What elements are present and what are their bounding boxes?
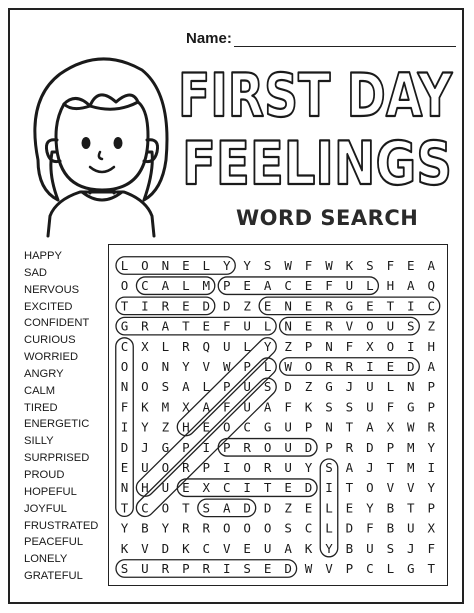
grid-letter: Y bbox=[427, 439, 436, 455]
word-list-item: GRATEFUL bbox=[24, 570, 83, 583]
title-graphic bbox=[174, 58, 459, 196]
grid-letter: D bbox=[161, 540, 170, 556]
grid-letter: U bbox=[284, 460, 292, 475]
grid-letter: X bbox=[386, 419, 395, 435]
grid-letter: J bbox=[366, 460, 374, 475]
grid-letter: U bbox=[141, 460, 149, 475]
grid-letter: E bbox=[386, 359, 395, 374]
word-list-item: JOYFUL bbox=[24, 502, 67, 515]
grid-letter: P bbox=[345, 561, 354, 576]
grid-letter: S bbox=[325, 460, 333, 475]
grid-letter: I bbox=[202, 439, 211, 455]
grid-letter: F bbox=[304, 258, 313, 273]
grid-letter: T bbox=[427, 561, 436, 576]
grid-letters bbox=[121, 258, 436, 576]
grid-letter: L bbox=[182, 278, 190, 294]
grid-letter: U bbox=[243, 379, 251, 395]
grid-letter: R bbox=[325, 318, 333, 334]
grid-letter: T bbox=[386, 298, 395, 314]
grid-letter: V bbox=[386, 480, 395, 496]
grid-letter: C bbox=[141, 500, 149, 516]
grid-letter: I bbox=[407, 338, 415, 354]
grid-letter: R bbox=[325, 359, 333, 374]
grid-letter: T bbox=[182, 318, 190, 334]
grid-letter: U bbox=[366, 399, 374, 415]
grid-letter: L bbox=[202, 379, 211, 395]
grid-letter: S bbox=[120, 561, 129, 576]
grid-letter: Y bbox=[222, 258, 231, 273]
title-line-1: FIRST DAY bbox=[178, 61, 454, 131]
grid-letter: Y bbox=[141, 419, 149, 435]
word-list-item: PROUD bbox=[24, 468, 65, 481]
grid-letter: Y bbox=[366, 500, 374, 516]
grid-letter: K bbox=[182, 540, 190, 556]
grid-letter: I bbox=[243, 480, 251, 496]
grid-letter: R bbox=[182, 520, 190, 536]
name-line[interactable] bbox=[234, 32, 456, 47]
grid-letter: P bbox=[427, 500, 436, 516]
word-list-item: SILLY bbox=[24, 435, 54, 448]
grid-letter: H bbox=[182, 419, 190, 435]
grid-letter: C bbox=[222, 480, 231, 496]
grid-letter: A bbox=[202, 399, 211, 415]
word-list-item: LONELY bbox=[24, 553, 68, 566]
grid-letter: F bbox=[325, 278, 333, 294]
grid-letter: L bbox=[386, 561, 395, 576]
grid-letter: P bbox=[325, 439, 333, 455]
grid-letter: P bbox=[386, 439, 395, 455]
grid-letter: A bbox=[263, 278, 272, 294]
grid-letter: Y bbox=[161, 520, 170, 536]
grid-letter: E bbox=[182, 258, 190, 273]
grid-letter: W bbox=[325, 258, 333, 273]
title-line-2: FEELINGS bbox=[182, 129, 452, 196]
word-circle-lonely bbox=[116, 257, 235, 275]
grid-letter: E bbox=[202, 318, 211, 334]
word-list-item: NERVOUS bbox=[24, 283, 80, 296]
grid-letter: P bbox=[182, 561, 190, 576]
grid-letter: Y bbox=[263, 338, 272, 354]
grid-letter: E bbox=[243, 540, 251, 556]
grid-letter: E bbox=[202, 419, 211, 435]
grid-letter: A bbox=[222, 500, 231, 516]
grid-letter: Q bbox=[427, 278, 436, 294]
grid-letter: Y bbox=[427, 480, 436, 496]
subtitle: WORD SEARCH bbox=[236, 206, 419, 230]
grid-letter: I bbox=[366, 359, 374, 374]
grid-letter: O bbox=[120, 278, 129, 294]
grid-letter: N bbox=[161, 258, 170, 273]
word-list-item: PEACEFUL bbox=[24, 536, 84, 549]
word-list bbox=[24, 248, 98, 585]
word-list-item: SURPRISED bbox=[24, 452, 90, 465]
name-field[interactable] bbox=[186, 30, 456, 47]
grid-letter: C bbox=[284, 278, 292, 294]
grid-letter: A bbox=[161, 318, 170, 334]
grid-letter: V bbox=[407, 480, 415, 496]
grid-letter: I bbox=[222, 561, 231, 576]
grid-letter: T bbox=[263, 480, 272, 496]
grid-letter: L bbox=[325, 520, 333, 536]
grid-letter: T bbox=[386, 460, 395, 475]
grid-letter: U bbox=[243, 399, 251, 415]
grid-letter: E bbox=[304, 278, 313, 294]
grid-letter: G bbox=[161, 439, 170, 455]
grid-letter: G bbox=[407, 561, 415, 576]
word-list-item: HAPPY bbox=[24, 250, 62, 262]
grid-letter: Z bbox=[243, 298, 251, 314]
grid-letter: H bbox=[141, 480, 149, 496]
word-list-item: FRUSTRATED bbox=[24, 519, 99, 532]
grid-letter: I bbox=[427, 460, 436, 475]
grid-letter: M bbox=[407, 439, 415, 455]
grid-letter: J bbox=[345, 379, 354, 395]
grid-letter: D bbox=[304, 439, 313, 455]
girl-illustration bbox=[20, 40, 180, 240]
grid-letter: I bbox=[325, 480, 333, 496]
grid-letter: O bbox=[120, 359, 129, 374]
grid-letter: T bbox=[345, 419, 354, 435]
grid-letter: A bbox=[263, 399, 272, 415]
grid-letter: K bbox=[304, 399, 313, 415]
grid-letter: W bbox=[284, 258, 292, 273]
word-list-item: SAD bbox=[24, 266, 48, 279]
grid-letter: P bbox=[222, 379, 231, 395]
grid-letter: R bbox=[345, 359, 354, 374]
word-circle-peaceful bbox=[218, 277, 378, 295]
grid-letter: M bbox=[202, 278, 211, 294]
grid-letter: C bbox=[427, 298, 436, 314]
grid-letter: L bbox=[366, 278, 374, 294]
grid-letter: C bbox=[120, 338, 129, 354]
grid-letter: U bbox=[366, 540, 374, 556]
grid-letter: S bbox=[407, 318, 415, 334]
grid-letter: Y bbox=[243, 258, 251, 273]
grid-letter: G bbox=[325, 379, 333, 395]
grid-letter: O bbox=[366, 480, 374, 496]
grid-letter: V bbox=[345, 318, 354, 334]
name-label: Name: bbox=[186, 30, 232, 47]
grid-letter: L bbox=[263, 318, 272, 334]
grid-letter: O bbox=[304, 359, 313, 374]
grid-letter: E bbox=[304, 318, 313, 334]
grid-letter: U bbox=[222, 338, 231, 354]
grid-letter: B bbox=[141, 520, 149, 536]
grid-letter: S bbox=[325, 399, 333, 415]
grid-letter: L bbox=[263, 359, 272, 374]
grid-letter: O bbox=[386, 338, 395, 354]
word-list-item: CONFIDENT bbox=[24, 317, 90, 330]
grid-letter: X bbox=[366, 338, 374, 354]
grid-letter: B bbox=[386, 500, 395, 516]
grid-letter: P bbox=[182, 439, 190, 455]
grid-letter: V bbox=[202, 359, 211, 374]
grid-letter: Y bbox=[304, 460, 313, 475]
grid-letter: R bbox=[263, 460, 272, 475]
word-list-item: CALM bbox=[24, 384, 56, 397]
grid-letter: N bbox=[284, 318, 292, 334]
grid-letter: W bbox=[304, 561, 313, 576]
grid-letter: O bbox=[243, 460, 251, 475]
grid-letter: F bbox=[222, 399, 231, 415]
grid-letter: T bbox=[407, 500, 415, 516]
grid-letter: D bbox=[284, 379, 292, 395]
grid-letter: S bbox=[345, 399, 354, 415]
grid-letter: F bbox=[386, 258, 395, 273]
grid-letter: V bbox=[222, 540, 231, 556]
grid-letter: U bbox=[366, 379, 374, 395]
grid-letter: R bbox=[161, 298, 170, 314]
grid-letter: E bbox=[182, 480, 190, 496]
grid-letter: P bbox=[222, 278, 231, 294]
grid-letter: U bbox=[345, 278, 354, 294]
grid-letter: D bbox=[407, 359, 415, 374]
grid-letter: E bbox=[284, 480, 292, 496]
grid-letter: S bbox=[263, 258, 272, 273]
word-list-item: TIRED bbox=[24, 401, 58, 414]
grid-letter: U bbox=[284, 439, 292, 455]
puzzle-grid bbox=[108, 244, 448, 586]
word-list-item: ENERGETIC bbox=[24, 418, 90, 431]
grid-letter: N bbox=[284, 298, 292, 314]
grid-letter: O bbox=[263, 520, 272, 536]
grid-letter: C bbox=[141, 278, 149, 294]
grid-letter: K bbox=[141, 399, 149, 415]
grid-letter: A bbox=[284, 540, 292, 556]
grid-letter: S bbox=[243, 561, 251, 576]
grid-letter: U bbox=[386, 318, 395, 334]
grid-letter: N bbox=[120, 379, 129, 395]
grid-letter: F bbox=[284, 399, 292, 415]
grid-letter: I bbox=[222, 460, 231, 475]
grid-letter: T bbox=[345, 480, 354, 496]
grid-letter: H bbox=[427, 338, 436, 354]
grid-letter: K bbox=[345, 258, 354, 273]
grid-letter: I bbox=[407, 298, 415, 314]
grid-letter: P bbox=[427, 399, 436, 415]
grid-letter: D bbox=[243, 500, 251, 516]
grid-letter: O bbox=[141, 379, 149, 395]
grid-letter: P bbox=[304, 419, 313, 435]
grid-letter: E bbox=[304, 500, 313, 516]
grid-letter: P bbox=[202, 460, 211, 475]
grid-letter: W bbox=[222, 359, 231, 374]
grid-letter: K bbox=[120, 540, 129, 556]
grid-letter: V bbox=[325, 561, 333, 576]
grid-letter: E bbox=[407, 258, 415, 273]
grid-letter: P bbox=[304, 338, 313, 354]
grid-letter: O bbox=[366, 318, 374, 334]
grid-letter: J bbox=[141, 439, 149, 455]
grid-letter: S bbox=[263, 379, 272, 395]
grid-letter: Y bbox=[182, 359, 190, 374]
grid-letter: A bbox=[427, 258, 436, 273]
grid-letter: I bbox=[120, 419, 129, 435]
grid-letter: F bbox=[345, 338, 354, 354]
grid-letter: Z bbox=[427, 318, 436, 334]
grid-letter: C bbox=[243, 419, 251, 435]
grid-letter: A bbox=[161, 278, 170, 294]
grid-letter: F bbox=[366, 520, 374, 536]
grid-letter: E bbox=[263, 561, 272, 576]
grid-letter: Y bbox=[120, 520, 129, 536]
word-list-item: WORRIED bbox=[24, 351, 79, 364]
grid-letter: R bbox=[427, 419, 436, 435]
grid-letter: G bbox=[120, 318, 129, 334]
grid-letter: Z bbox=[161, 419, 170, 435]
grid-letter: U bbox=[243, 318, 251, 334]
word-list-item: ANGRY bbox=[24, 367, 64, 380]
grid-letter: B bbox=[386, 520, 395, 536]
grid-letter: R bbox=[141, 318, 149, 334]
grid-letter: L bbox=[325, 500, 333, 516]
grid-letter: F bbox=[120, 399, 129, 415]
grid-letter: U bbox=[284, 419, 292, 435]
grid-letter: C bbox=[366, 561, 374, 576]
grid-letter: D bbox=[284, 561, 292, 576]
grid-letter: S bbox=[386, 540, 395, 556]
grid-letter: R bbox=[182, 460, 190, 475]
grid-letter: D bbox=[345, 520, 354, 536]
grid-letter: D bbox=[263, 500, 272, 516]
grid-letter: N bbox=[325, 338, 333, 354]
grid-letter: W bbox=[284, 359, 292, 374]
grid-letter: X bbox=[182, 399, 190, 415]
grid-letter: N bbox=[407, 379, 415, 395]
grid-letter: O bbox=[161, 500, 170, 516]
grid-letter: A bbox=[427, 359, 436, 374]
word-list-item: CURIOUS bbox=[24, 334, 76, 347]
grid-letter: L bbox=[202, 258, 211, 273]
grid-letter: S bbox=[161, 379, 170, 395]
grid-letter: G bbox=[263, 419, 272, 435]
grid-letter: A bbox=[182, 379, 190, 395]
grid-letter: E bbox=[120, 460, 129, 475]
grid-letter: O bbox=[243, 520, 251, 536]
grid-letter: R bbox=[182, 338, 190, 354]
grid-letter: E bbox=[366, 298, 374, 314]
grid-letter: V bbox=[141, 540, 149, 556]
grid-letter: L bbox=[120, 258, 129, 273]
grid-letter: R bbox=[325, 298, 333, 314]
grid-letter: Q bbox=[202, 338, 211, 354]
grid-letter: L bbox=[386, 379, 395, 395]
grid-letter: R bbox=[161, 561, 170, 576]
grid-letter: I bbox=[141, 298, 149, 314]
grid-letter: D bbox=[222, 298, 231, 314]
grid-letter: U bbox=[141, 561, 149, 576]
grid-letter: C bbox=[202, 540, 211, 556]
grid-letter: M bbox=[161, 399, 170, 415]
grid-letter: D bbox=[366, 439, 374, 455]
grid-letter: M bbox=[407, 460, 415, 475]
grid-letter: G bbox=[345, 298, 354, 314]
grid-letter: E bbox=[304, 298, 313, 314]
grid-letter: U bbox=[263, 540, 272, 556]
grid-letter: N bbox=[325, 419, 333, 435]
grid-letter: H bbox=[386, 278, 395, 294]
grid-letter: E bbox=[182, 298, 190, 314]
grid-letter: Z bbox=[284, 338, 292, 354]
grid-letter: R bbox=[345, 439, 354, 455]
grid-letter: O bbox=[263, 439, 272, 455]
word-list-item: HOPEFUL bbox=[24, 485, 77, 498]
grid-letter: Z bbox=[284, 500, 292, 516]
grid-letter: L bbox=[161, 338, 170, 354]
grid-letter: S bbox=[202, 500, 211, 516]
grid-letter: A bbox=[345, 460, 354, 475]
grid-letter: B bbox=[345, 540, 354, 556]
grid-letter: O bbox=[141, 258, 149, 273]
grid-letter: D bbox=[202, 298, 211, 314]
grid-letter: A bbox=[407, 278, 415, 294]
grid-letter: R bbox=[243, 439, 251, 455]
grid-letter: O bbox=[161, 460, 170, 475]
grid-letter: D bbox=[120, 439, 129, 455]
grid-letter: E bbox=[263, 298, 272, 314]
grid-letter: P bbox=[222, 439, 231, 455]
grid-letter: X bbox=[202, 480, 211, 496]
grid-letter: N bbox=[161, 359, 170, 374]
grid-letter: K bbox=[304, 540, 313, 556]
grid-letter: W bbox=[407, 419, 415, 435]
grid-letter: P bbox=[427, 379, 436, 395]
grid-letter: A bbox=[366, 419, 374, 435]
grid-letter: X bbox=[141, 338, 149, 354]
grid-letter: F bbox=[222, 318, 231, 334]
grid-letter: G bbox=[407, 399, 415, 415]
grid-letter: E bbox=[243, 278, 251, 294]
grid-letter: U bbox=[161, 480, 170, 496]
grid-letter: S bbox=[366, 258, 374, 273]
grid-letter: Z bbox=[304, 379, 313, 395]
word-list-item: EXCITED bbox=[24, 300, 73, 313]
grid-letter: F bbox=[427, 540, 436, 556]
grid-letter: T bbox=[182, 500, 190, 516]
grid-letter: R bbox=[202, 561, 211, 576]
grid-letter: R bbox=[202, 520, 211, 536]
grid-letter: E bbox=[345, 500, 354, 516]
grid-letter: T bbox=[120, 298, 129, 314]
grid-letter: X bbox=[427, 520, 436, 536]
grid-letter: D bbox=[304, 480, 313, 496]
grid-letter: L bbox=[243, 338, 251, 354]
grid-letter: F bbox=[386, 399, 395, 415]
grid-letter: C bbox=[304, 520, 313, 536]
grid-letter: O bbox=[141, 359, 149, 374]
grid-letter: N bbox=[120, 480, 129, 496]
grid-letter: U bbox=[407, 520, 415, 536]
grid-letter: Y bbox=[325, 540, 333, 556]
grid-letter: S bbox=[284, 520, 292, 536]
grid-letter: T bbox=[120, 500, 129, 516]
grid-letter: O bbox=[222, 520, 231, 536]
word-circle-grateful bbox=[116, 317, 276, 335]
grid-letter: J bbox=[407, 540, 415, 556]
grid-letter: P bbox=[243, 359, 251, 374]
grid-letter: O bbox=[222, 419, 231, 435]
